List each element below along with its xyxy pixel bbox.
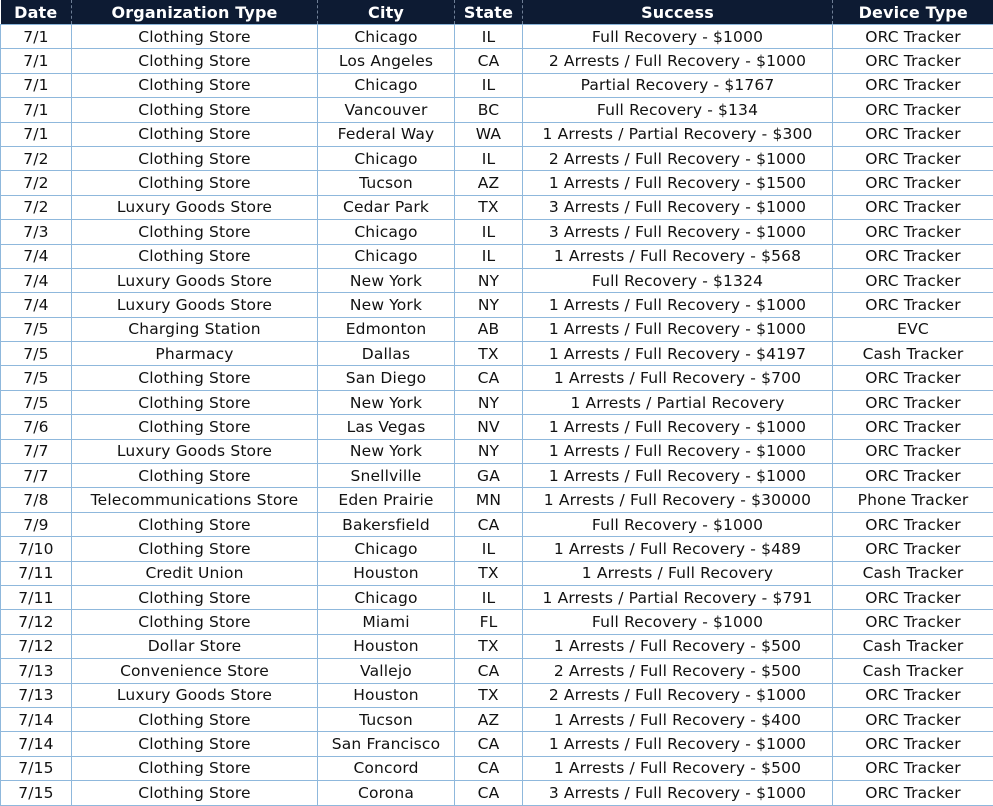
- device-type-cell: ORC Tracker: [833, 756, 993, 780]
- organization-type-cell: Clothing Store: [72, 512, 318, 536]
- table-row: [1, 195, 993, 219]
- device-type-cell: ORC Tracker: [833, 122, 993, 146]
- state-cell: IL: [455, 244, 523, 268]
- table-row: [1, 537, 993, 561]
- organization-type-cell: Convenience Store: [72, 659, 318, 683]
- device-type-cell: ORC Tracker: [833, 220, 993, 244]
- city-cell: Los Angeles: [318, 49, 455, 73]
- table-row: [1, 610, 993, 634]
- organization-type-cell: Clothing Store: [72, 781, 318, 805]
- state-cell: IL: [455, 220, 523, 244]
- organization-type-cell: Luxury Goods Store: [72, 293, 318, 317]
- city-cell: San Francisco: [318, 732, 455, 756]
- state-cell: CA: [455, 659, 523, 683]
- state-cell: NY: [455, 439, 523, 463]
- state-cell: FL: [455, 610, 523, 634]
- organization-type-cell: Telecommunications Store: [72, 488, 318, 512]
- date-cell: 7/15: [1, 781, 72, 805]
- date-cell: 7/1: [1, 98, 72, 122]
- date-cell: 7/1: [1, 73, 72, 97]
- city-cell: Chicago: [318, 73, 455, 97]
- state-cell: TX: [455, 561, 523, 585]
- success-cell: 1 Arrests / Partial Recovery: [523, 390, 833, 414]
- state-cell: CA: [455, 512, 523, 536]
- city-cell: Tucson: [318, 171, 455, 195]
- date-cell: 7/5: [1, 390, 72, 414]
- state-cell: IL: [455, 73, 523, 97]
- date-cell: 7/1: [1, 25, 72, 49]
- device-type-cell: ORC Tracker: [833, 512, 993, 536]
- state-cell: WA: [455, 122, 523, 146]
- state-cell: NY: [455, 390, 523, 414]
- device-type-cell: ORC Tracker: [833, 707, 993, 731]
- city-cell: Tucson: [318, 707, 455, 731]
- city-cell: Edmonton: [318, 317, 455, 341]
- state-cell: NY: [455, 268, 523, 292]
- state-cell: TX: [455, 683, 523, 707]
- city-cell: Chicago: [318, 585, 455, 609]
- state-cell: GA: [455, 464, 523, 488]
- success-cell: 1 Arrests / Full Recovery - $1000: [523, 732, 833, 756]
- city-cell: Chicago: [318, 537, 455, 561]
- state-cell: IL: [455, 585, 523, 609]
- table-row: [1, 171, 993, 195]
- success-cell: 1 Arrests / Full Recovery - $1000: [523, 439, 833, 463]
- date-cell: 7/13: [1, 683, 72, 707]
- state-cell: CA: [455, 781, 523, 805]
- device-type-cell: ORC Tracker: [833, 439, 993, 463]
- table-row: [1, 512, 993, 536]
- state-cell: TX: [455, 634, 523, 658]
- city-cell: Dallas: [318, 342, 455, 366]
- city-cell: New York: [318, 439, 455, 463]
- organization-type-cell: Luxury Goods Store: [72, 268, 318, 292]
- date-cell: 7/5: [1, 342, 72, 366]
- city-cell: Vancouver: [318, 98, 455, 122]
- state-cell: AB: [455, 317, 523, 341]
- date-cell: 7/1: [1, 49, 72, 73]
- organization-type-cell: Luxury Goods Store: [72, 195, 318, 219]
- date-cell: 7/2: [1, 195, 72, 219]
- date-cell: 7/11: [1, 585, 72, 609]
- date-cell: 7/10: [1, 537, 72, 561]
- organization-type-cell: Clothing Store: [72, 415, 318, 439]
- organization-type-cell: Credit Union: [72, 561, 318, 585]
- date-cell: 7/14: [1, 707, 72, 731]
- city-cell: Corona: [318, 781, 455, 805]
- success-cell: 2 Arrests / Full Recovery - $1000: [523, 683, 833, 707]
- organization-type-cell: Clothing Store: [72, 756, 318, 780]
- success-cell: 1 Arrests / Full Recovery - $1000: [523, 293, 833, 317]
- device-type-cell: ORC Tracker: [833, 464, 993, 488]
- success-cell: Full Recovery - $1000: [523, 512, 833, 536]
- city-cell: Federal Way: [318, 122, 455, 146]
- state-cell: AZ: [455, 171, 523, 195]
- organization-type-cell: Clothing Store: [72, 49, 318, 73]
- table-row: [1, 585, 993, 609]
- date-cell: 7/4: [1, 244, 72, 268]
- city-cell: Bakersfield: [318, 512, 455, 536]
- state-cell: NY: [455, 293, 523, 317]
- city-cell: New York: [318, 390, 455, 414]
- success-cell: 1 Arrests / Full Recovery: [523, 561, 833, 585]
- table-row: [1, 98, 993, 122]
- success-cell: 2 Arrests / Full Recovery - $1000: [523, 49, 833, 73]
- success-cell: 2 Arrests / Full Recovery - $1000: [523, 146, 833, 170]
- state-cell: MN: [455, 488, 523, 512]
- table-row: [1, 122, 993, 146]
- success-cell: 1 Arrests / Full Recovery - $30000: [523, 488, 833, 512]
- table-body: [1, 25, 993, 806]
- organization-type-cell: Clothing Store: [72, 244, 318, 268]
- table-row: [1, 634, 993, 658]
- header-state: State: [455, 0, 523, 25]
- device-type-cell: ORC Tracker: [833, 244, 993, 268]
- success-cell: 1 Arrests / Full Recovery - $1000: [523, 464, 833, 488]
- success-cell: 1 Arrests / Full Recovery - $500: [523, 634, 833, 658]
- date-cell: 7/4: [1, 268, 72, 292]
- organization-type-cell: Dollar Store: [72, 634, 318, 658]
- organization-type-cell: Clothing Store: [72, 171, 318, 195]
- table-row: [1, 268, 993, 292]
- table-row: [1, 317, 993, 341]
- success-cell: 1 Arrests / Full Recovery - $400: [523, 707, 833, 731]
- table-row: [1, 732, 993, 756]
- device-type-cell: ORC Tracker: [833, 585, 993, 609]
- city-cell: Chicago: [318, 220, 455, 244]
- device-type-cell: ORC Tracker: [833, 293, 993, 317]
- organization-type-cell: Clothing Store: [72, 366, 318, 390]
- state-cell: TX: [455, 342, 523, 366]
- success-cell: 1 Arrests / Full Recovery - $1000: [523, 317, 833, 341]
- table-row: [1, 561, 993, 585]
- state-cell: TX: [455, 195, 523, 219]
- date-cell: 7/7: [1, 439, 72, 463]
- date-cell: 7/4: [1, 293, 72, 317]
- success-cell: 1 Arrests / Full Recovery - $1500: [523, 171, 833, 195]
- state-cell: AZ: [455, 707, 523, 731]
- state-cell: IL: [455, 25, 523, 49]
- success-cell: Full Recovery - $134: [523, 98, 833, 122]
- city-cell: Vallejo: [318, 659, 455, 683]
- header-date: Date: [1, 0, 72, 25]
- date-cell: 7/2: [1, 146, 72, 170]
- header-organization-type: Organization Type: [72, 0, 318, 25]
- device-type-cell: ORC Tracker: [833, 49, 993, 73]
- device-type-cell: ORC Tracker: [833, 732, 993, 756]
- date-cell: 7/11: [1, 561, 72, 585]
- device-type-cell: ORC Tracker: [833, 415, 993, 439]
- city-cell: New York: [318, 268, 455, 292]
- organization-type-cell: Luxury Goods Store: [72, 439, 318, 463]
- table-row: [1, 781, 993, 805]
- state-cell: IL: [455, 146, 523, 170]
- table-row: [1, 659, 993, 683]
- state-cell: CA: [455, 756, 523, 780]
- city-cell: Chicago: [318, 146, 455, 170]
- city-cell: Cedar Park: [318, 195, 455, 219]
- device-type-cell: ORC Tracker: [833, 195, 993, 219]
- device-type-cell: ORC Tracker: [833, 171, 993, 195]
- device-type-cell: ORC Tracker: [833, 98, 993, 122]
- date-cell: 7/9: [1, 512, 72, 536]
- table-row: [1, 146, 993, 170]
- organization-type-cell: Clothing Store: [72, 707, 318, 731]
- organization-type-cell: Clothing Store: [72, 732, 318, 756]
- organization-type-cell: Pharmacy: [72, 342, 318, 366]
- date-cell: 7/8: [1, 488, 72, 512]
- city-cell: New York: [318, 293, 455, 317]
- success-cell: 1 Arrests / Full Recovery - $4197: [523, 342, 833, 366]
- success-cell: 3 Arrests / Full Recovery - $1000: [523, 195, 833, 219]
- success-cell: Full Recovery - $1324: [523, 268, 833, 292]
- success-cell: 1 Arrests / Full Recovery - $1000: [523, 415, 833, 439]
- device-type-cell: ORC Tracker: [833, 781, 993, 805]
- date-cell: 7/7: [1, 464, 72, 488]
- table-row: [1, 415, 993, 439]
- city-cell: Miami: [318, 610, 455, 634]
- success-cell: Partial Recovery - $1767: [523, 73, 833, 97]
- organization-type-cell: Charging Station: [72, 317, 318, 341]
- date-cell: 7/14: [1, 732, 72, 756]
- state-cell: NV: [455, 415, 523, 439]
- success-cell: 1 Arrests / Partial Recovery - $300: [523, 122, 833, 146]
- date-cell: 7/1: [1, 122, 72, 146]
- header-success: Success: [523, 0, 833, 25]
- device-type-cell: ORC Tracker: [833, 73, 993, 97]
- organization-type-cell: Clothing Store: [72, 464, 318, 488]
- table-row: [1, 25, 993, 49]
- table-row: [1, 73, 993, 97]
- device-type-cell: ORC Tracker: [833, 268, 993, 292]
- state-cell: BC: [455, 98, 523, 122]
- organization-type-cell: Clothing Store: [72, 585, 318, 609]
- device-type-cell: Cash Tracker: [833, 342, 993, 366]
- success-cell: 1 Arrests / Partial Recovery - $791: [523, 585, 833, 609]
- table-row: [1, 342, 993, 366]
- date-cell: 7/13: [1, 659, 72, 683]
- table-row: [1, 390, 993, 414]
- city-cell: Eden Prairie: [318, 488, 455, 512]
- table-row: [1, 707, 993, 731]
- state-cell: CA: [455, 732, 523, 756]
- date-cell: 7/2: [1, 171, 72, 195]
- city-cell: Las Vegas: [318, 415, 455, 439]
- table-row: [1, 244, 993, 268]
- device-type-cell: Phone Tracker: [833, 488, 993, 512]
- success-cell: 1 Arrests / Full Recovery - $568: [523, 244, 833, 268]
- success-cell: 3 Arrests / Full Recovery - $1000: [523, 220, 833, 244]
- table-header: [1, 0, 993, 25]
- success-cell: 3 Arrests / Full Recovery - $1000: [523, 781, 833, 805]
- date-cell: 7/5: [1, 366, 72, 390]
- organization-type-cell: Clothing Store: [72, 537, 318, 561]
- device-type-cell: Cash Tracker: [833, 634, 993, 658]
- device-type-cell: ORC Tracker: [833, 537, 993, 561]
- organization-type-cell: Clothing Store: [72, 122, 318, 146]
- table-row: [1, 464, 993, 488]
- table-row: [1, 439, 993, 463]
- state-cell: CA: [455, 366, 523, 390]
- device-type-cell: ORC Tracker: [833, 25, 993, 49]
- city-cell: Houston: [318, 561, 455, 585]
- header-city: City: [318, 0, 455, 25]
- success-cell: 1 Arrests / Full Recovery - $489: [523, 537, 833, 561]
- header-device-type: Device Type: [833, 0, 993, 25]
- device-type-cell: ORC Tracker: [833, 390, 993, 414]
- state-cell: CA: [455, 49, 523, 73]
- organization-type-cell: Clothing Store: [72, 25, 318, 49]
- organization-type-cell: Clothing Store: [72, 146, 318, 170]
- organization-type-cell: Clothing Store: [72, 98, 318, 122]
- state-cell: IL: [455, 537, 523, 561]
- city-cell: Chicago: [318, 25, 455, 49]
- device-type-cell: Cash Tracker: [833, 659, 993, 683]
- city-cell: Houston: [318, 634, 455, 658]
- table-row: [1, 488, 993, 512]
- city-cell: Chicago: [318, 244, 455, 268]
- device-type-cell: ORC Tracker: [833, 683, 993, 707]
- date-cell: 7/3: [1, 220, 72, 244]
- date-cell: 7/6: [1, 415, 72, 439]
- table-row: [1, 366, 993, 390]
- device-type-cell: ORC Tracker: [833, 146, 993, 170]
- organization-type-cell: Clothing Store: [72, 390, 318, 414]
- city-cell: San Diego: [318, 366, 455, 390]
- success-cell: 2 Arrests / Full Recovery - $500: [523, 659, 833, 683]
- city-cell: Snellville: [318, 464, 455, 488]
- table-row: [1, 756, 993, 780]
- success-cell: Full Recovery - $1000: [523, 610, 833, 634]
- table-row: [1, 220, 993, 244]
- organization-type-cell: Clothing Store: [72, 73, 318, 97]
- header-row: [1, 0, 993, 25]
- organization-type-cell: Clothing Store: [72, 610, 318, 634]
- organization-type-cell: Luxury Goods Store: [72, 683, 318, 707]
- table-row: [1, 293, 993, 317]
- device-type-cell: ORC Tracker: [833, 610, 993, 634]
- table-row: [1, 683, 993, 707]
- date-cell: 7/15: [1, 756, 72, 780]
- date-cell: 7/12: [1, 634, 72, 658]
- success-cell: Full Recovery - $1000: [523, 25, 833, 49]
- device-type-cell: ORC Tracker: [833, 366, 993, 390]
- table-row: [1, 49, 993, 73]
- success-cell: 1 Arrests / Full Recovery - $500: [523, 756, 833, 780]
- city-cell: Concord: [318, 756, 455, 780]
- success-cell: 1 Arrests / Full Recovery - $700: [523, 366, 833, 390]
- date-cell: 7/5: [1, 317, 72, 341]
- city-cell: Houston: [318, 683, 455, 707]
- date-cell: 7/12: [1, 610, 72, 634]
- device-type-cell: Cash Tracker: [833, 561, 993, 585]
- organization-type-cell: Clothing Store: [72, 220, 318, 244]
- device-type-cell: EVC: [833, 317, 993, 341]
